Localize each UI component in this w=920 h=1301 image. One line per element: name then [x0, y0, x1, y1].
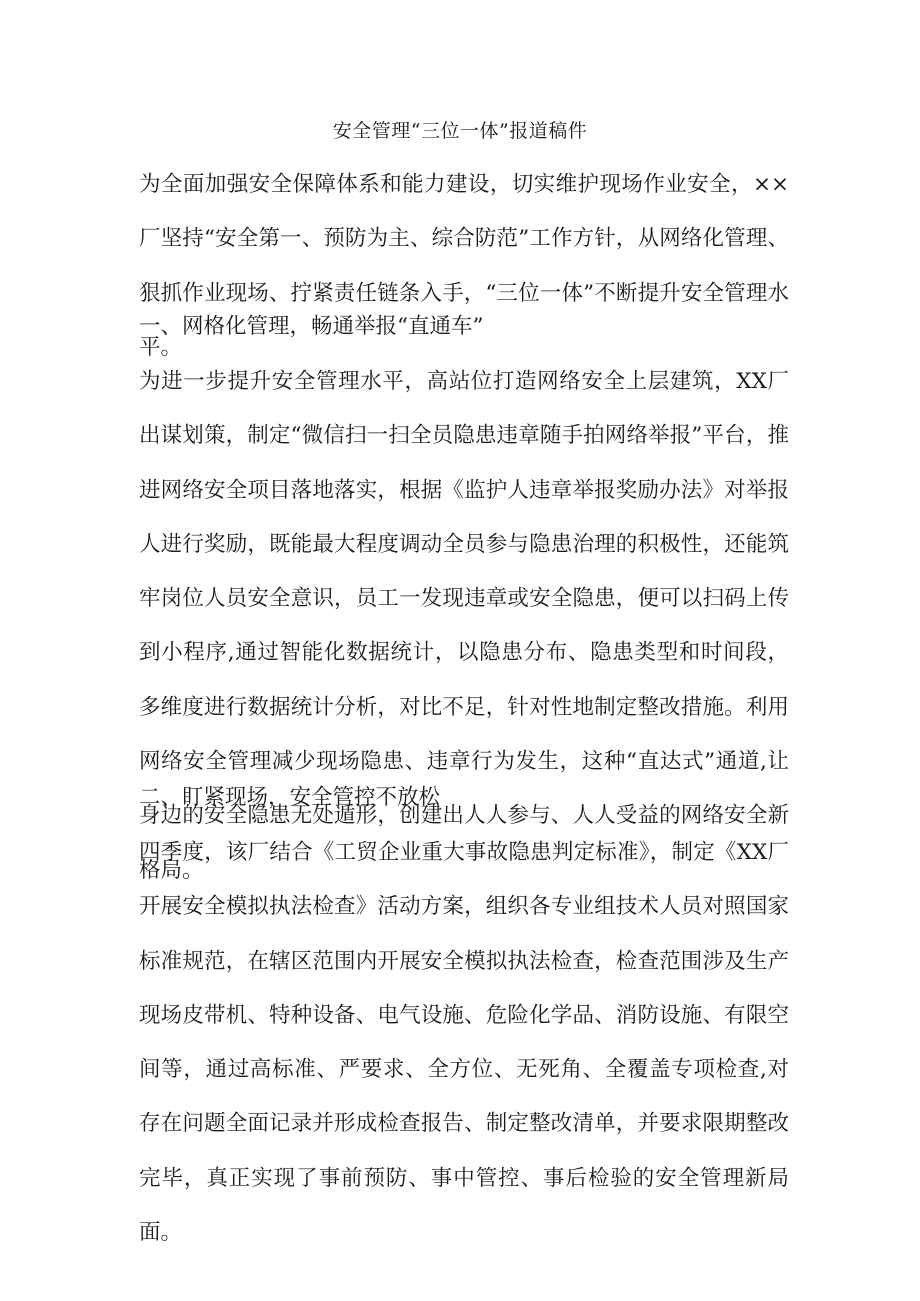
- section-2-heading: 二、盯紧现场，安全管控不放松: [139, 785, 441, 810]
- document-title: 安全管理“三位一体”报道稿件: [332, 120, 588, 142]
- section-1-body: 为进一步提升安全管理水平，高站位打造网络安全上层建筑，XX厂出谋划策，制定“微信扫一扫全员隐患违章随手拍网络举报”平台，推进网络安全项目落地落实，根据《监护人违章举报奖励办法》对举报人进行奖励，既能最大程度调动全员参与隐患治理的积极性，还能筑牢岗位人员安全意识，员工一发现违章或安全隐患，便可以扫码上传到小程序,通过智能化数据统计，以隐患分布、隐患类型和时间段，多维度进行数据统计分析，对比不足，针对性地制定整改措施。利用网络安全管理减少现场隐患、违章行为发生，这种“直达式”通道,让身边的安全隐患无处遁形，创建出人人参与、人人受益的网络安全新格局。: [139, 369, 789, 883]
- section-2-body: 四季度，该厂结合《工贸企业重大事故隐患判定标准》，制定《XX厂开展安全模拟执法检查》活动方案，组织各专业组技术人员对照国家标准规范，在辖区范围内开展安全模拟执法检查，检查范围涉及生产现场皮带机、特种设备、电气设施、危险化学品、消防设施、有限空间等，通过高标准、严要求、全方位、无死角、全覆盖专项检查,对存在问题全面记录并形成检查报告、制定整改清单，并要求限期整改完毕，真正实现了事前预防、事中管控、事后检验的安全管理新局面。: [139, 840, 789, 1246]
- section-1-heading: 一、网格化管理，畅通举报“直通车”: [139, 314, 484, 339]
- intro-paragraph: 为全面加强安全保障体系和能力建设，切实维护现场作业安全，××厂坚持“安全第一、预防为主、综合防范”工作方针，从网络化管理、狠抓作业现场、拧紧责任链条入手，“三位一体”不断提升安全管理水平。: [139, 172, 789, 360]
